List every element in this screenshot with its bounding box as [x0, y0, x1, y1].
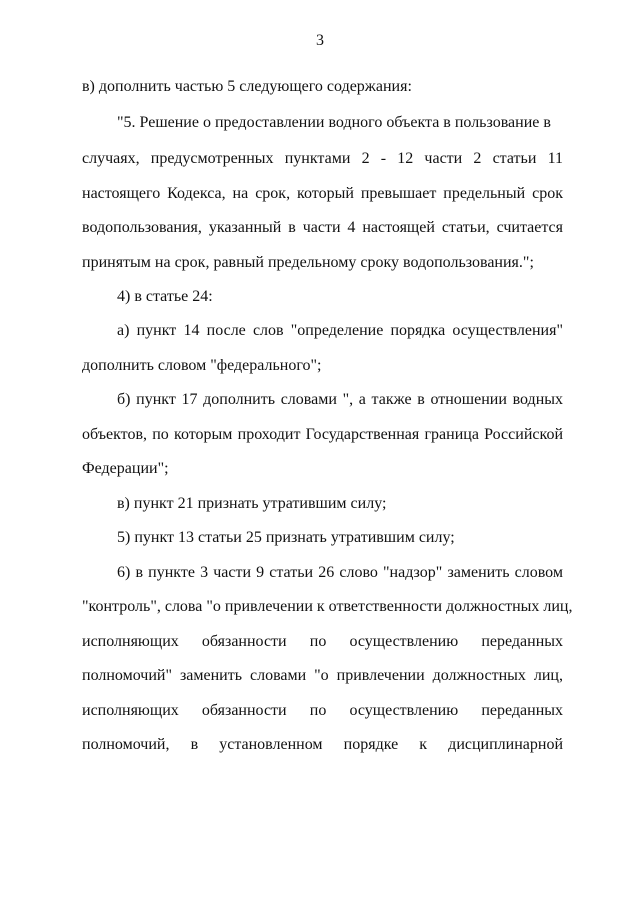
- text-line: 4) в статье 24:: [117, 288, 213, 305]
- text-line: настоящего Кодекса, на срок, который превышает предельный срок: [82, 185, 563, 202]
- text-line: б) пункт 17 дополнить словами ", а также в отношении водных: [117, 391, 563, 408]
- page-number: 3: [316, 32, 324, 49]
- text-line: а) пункт 14 после слов "определение порядка осуществления": [117, 322, 563, 339]
- text-line: объектов, по которым проходит Государственная граница Российской: [82, 426, 563, 443]
- text-line: "контроль", слова "о привлечении к ответственности должностных лиц,: [82, 598, 573, 615]
- text-line: Федерации";: [82, 460, 169, 477]
- text-line: принятым на срок, равный предельному сроку водопользования.";: [82, 254, 534, 271]
- text-line: дополнить словом "федерального";: [82, 357, 322, 374]
- text-line: исполняющих обязанности по осуществлению переданных: [82, 702, 563, 719]
- text-line: полномочий" заменить словами "о привлечении должностных лиц,: [82, 667, 563, 684]
- text-line: "5. Решение о предоставлении водного объекта в пользование в: [117, 114, 551, 131]
- text-line: 5) пункт 13 статьи 25 признать утратившим силу;: [117, 529, 455, 546]
- text-line: полномочий, в установленном порядке к дисциплинарной: [82, 736, 563, 753]
- text-line: в) дополнить частью 5 следующего содержания:: [82, 78, 412, 95]
- text-line: случаях, предусмотренных пунктами 2 - 12 части 2 статьи 11: [82, 150, 563, 167]
- text-line: в) пункт 21 признать утратившим силу;: [117, 495, 387, 512]
- text-line: исполняющих обязанности по осуществлению переданных: [82, 633, 563, 650]
- text-line: водопользования, указанный в части 4 настоящей статьи, считается: [82, 219, 563, 236]
- text-line: 6) в пункте 3 части 9 статьи 26 слово "надзор" заменить словом: [117, 564, 563, 581]
